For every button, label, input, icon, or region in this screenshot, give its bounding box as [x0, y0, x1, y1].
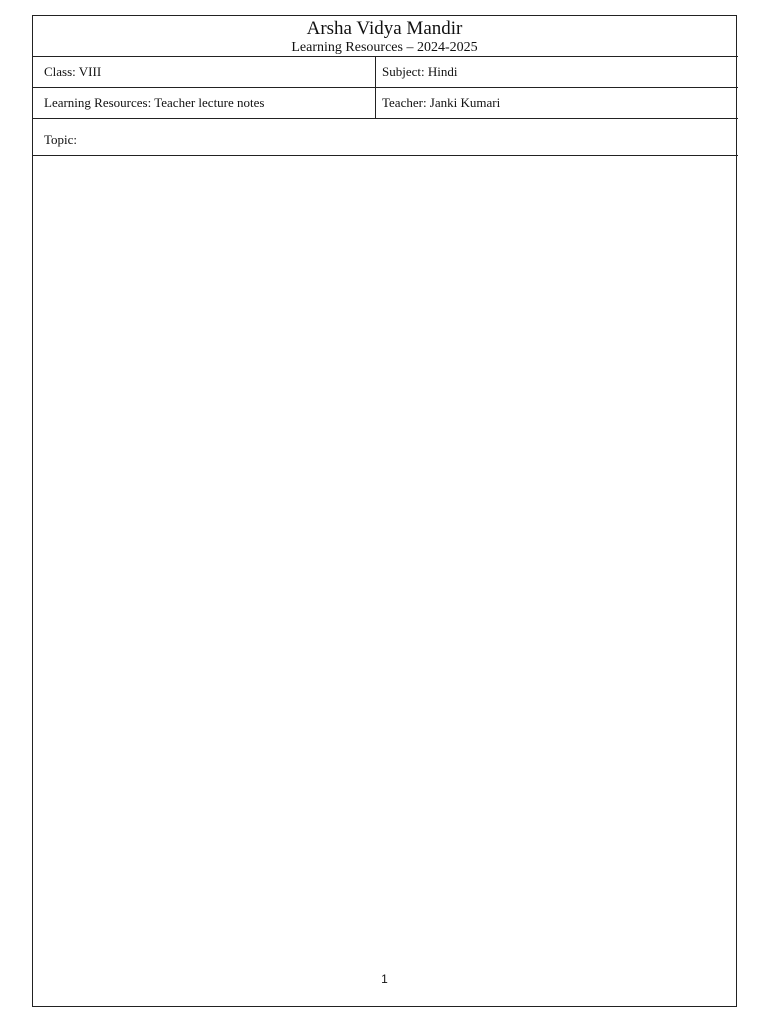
- poem-line: [190, 406, 580, 432]
- document-page: [32, 15, 737, 1007]
- poem-line: [285, 354, 485, 380]
- class-field: Class: VIII: [44, 64, 102, 79]
- paragraph-line: [91, 220, 727, 237]
- topic-label: Topic:: [44, 132, 78, 147]
- divider: [33, 155, 738, 156]
- paragraph-line: [91, 253, 727, 270]
- poem-stanza: [33, 354, 736, 510]
- section-heading: [36, 194, 576, 214]
- poem-line: [220, 484, 550, 510]
- resources-field: Learning Resources: Teacher lecture notes: [44, 95, 265, 110]
- paragraph-line: [91, 303, 727, 320]
- paragraph-line: [91, 237, 727, 254]
- poem-line: [205, 458, 565, 484]
- poem-line: [195, 380, 575, 406]
- subject-field: Subject: Hindi: [382, 64, 458, 79]
- school-name: Arsha Vidya Mandir: [306, 18, 463, 39]
- document-subtitle: Learning Resources – 2024-2025: [291, 40, 478, 55]
- paragraph-line: [91, 287, 727, 304]
- divider: [33, 118, 738, 119]
- divider: [33, 56, 738, 57]
- page-number: 1: [381, 972, 388, 986]
- intro-paragraph: [91, 220, 727, 320]
- poem-line: [200, 432, 570, 458]
- divider: [33, 87, 738, 88]
- paragraph-line: [91, 270, 727, 287]
- topic-value: [103, 126, 193, 150]
- teacher-field: Teacher: Janki Kumari: [382, 95, 501, 110]
